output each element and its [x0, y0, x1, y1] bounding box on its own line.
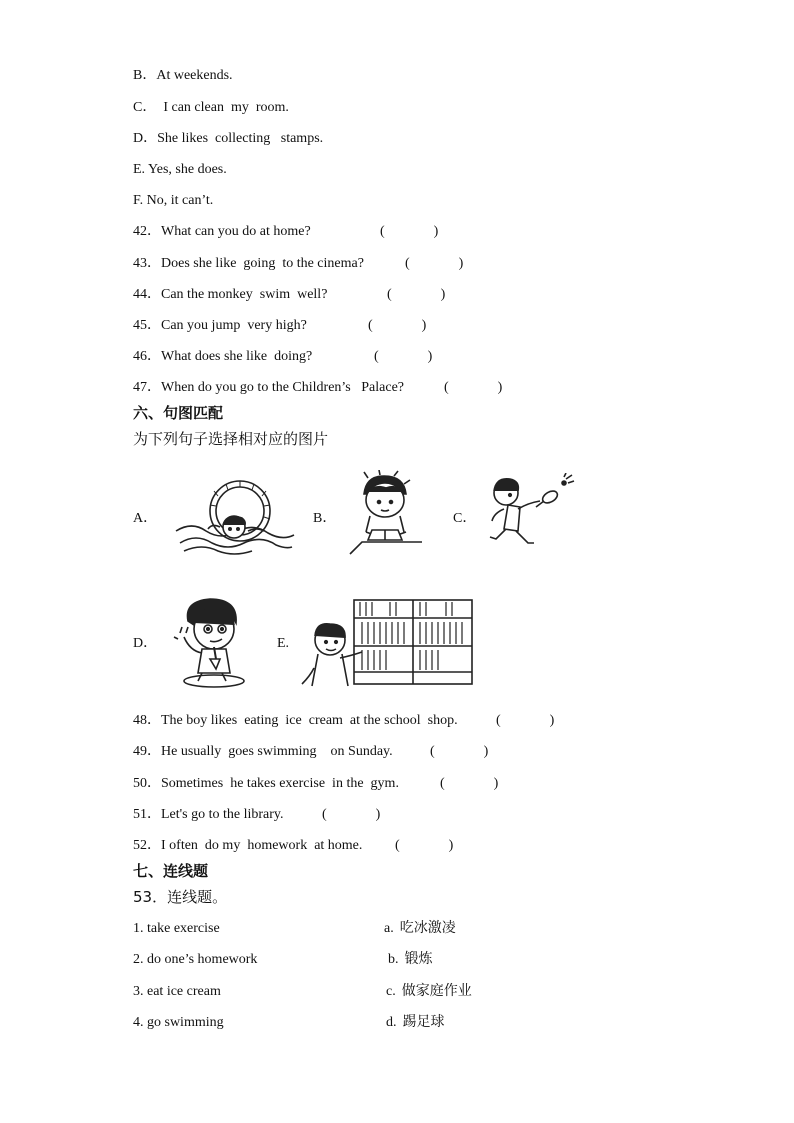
section-7-title: 七、连线题: [133, 862, 209, 880]
answer-blank[interactable]: ( ): [374, 349, 433, 364]
match-right-d[interactable]: [386, 1013, 445, 1032]
answer-blank[interactable]: ( ): [440, 776, 499, 791]
question-text: 44．Can the monkey swim well?: [133, 287, 328, 302]
question-51: [133, 806, 381, 824]
answer-blank[interactable]: ( ): [496, 713, 555, 728]
match-letter: c.: [386, 984, 396, 999]
match-chinese: 做家庭作业: [401, 983, 472, 999]
question-45: [133, 317, 427, 335]
question-42: [133, 223, 439, 241]
picture-label-e: E.: [277, 636, 290, 651]
match-left-1[interactable]: 1. take exercise: [133, 921, 220, 936]
answer-blank[interactable]: ( ): [430, 744, 489, 759]
answer-blank[interactable]: ( ): [322, 807, 381, 822]
match-left-4[interactable]: 4. go swimming: [133, 1015, 224, 1030]
match-left-2[interactable]: 2. do one’s homework: [133, 952, 258, 967]
question-text: 49．He usually goes swimming on Sunday.: [133, 744, 393, 759]
ice-cream-boy-picture: [170, 597, 258, 691]
question-44: [133, 286, 446, 304]
match-letter: b.: [388, 952, 399, 967]
match-right-a[interactable]: [384, 919, 456, 938]
question-48: [133, 712, 555, 730]
question-text: 43．Does she like going to the cinema?: [133, 256, 364, 271]
match-letter: d.: [386, 1015, 397, 1030]
picture-label-b: B．: [313, 511, 337, 526]
match-letter: a.: [384, 921, 394, 936]
picture-label-a: A．: [133, 511, 158, 526]
section-7-instruction: 53．连线题。: [133, 888, 228, 906]
question-text: 48．The boy likes eating ice cream at the school shop.: [133, 713, 458, 728]
swimming-boy-picture: [172, 473, 298, 557]
match-left-3[interactable]: 3. eat ice cream: [133, 984, 221, 999]
question-52: [133, 837, 454, 855]
question-text: 52．I often do my homework at home.: [133, 838, 363, 853]
answer-blank[interactable]: ( ): [380, 224, 439, 239]
section-6-title: 六、句图匹配: [133, 404, 224, 422]
match-right-b[interactable]: [388, 950, 433, 969]
homework-boy-picture: [346, 470, 426, 556]
question-50: [133, 775, 499, 793]
question-text: 46．What does she like doing?: [133, 349, 313, 364]
question-text: 47．When do you go to the Children’s Palace?: [133, 380, 404, 395]
library-boy-picture: [300, 598, 476, 688]
answer-blank[interactable]: ( ): [405, 256, 464, 271]
option-c: C． I can clean my room.: [133, 100, 289, 115]
option-f: F. No, it can’t.: [133, 193, 214, 208]
option-e: E. Yes, she does.: [133, 162, 227, 177]
question-text: 50．Sometimes he takes exercise in the gym.: [133, 776, 399, 791]
badminton-boy-picture: [488, 473, 576, 557]
question-text: 45．Can you jump very high?: [133, 318, 307, 333]
answer-blank[interactable]: ( ): [387, 287, 446, 302]
option-d: D．She likes collecting stamps.: [133, 131, 324, 146]
match-chinese: 吃冰激凌: [399, 920, 456, 936]
question-text: 42．What can you do at home?: [133, 224, 311, 239]
question-49: [133, 743, 489, 761]
answer-blank[interactable]: ( ): [444, 380, 503, 395]
question-47: [133, 379, 503, 397]
match-right-c[interactable]: [386, 982, 472, 1001]
answer-blank[interactable]: ( ): [368, 318, 427, 333]
question-text: 51．Let's go to the library.: [133, 807, 284, 822]
match-chinese: 踢足球: [402, 1014, 445, 1030]
picture-label-c: C．: [453, 511, 477, 526]
option-b: B．At weekends.: [133, 68, 233, 83]
question-46: [133, 348, 433, 366]
match-chinese: 锻炼: [404, 951, 433, 967]
answer-blank[interactable]: ( ): [395, 838, 454, 853]
section-6-instruction: 为下列句子选择相对应的图片: [133, 430, 329, 448]
picture-label-d: D．: [133, 636, 158, 651]
question-43: [133, 255, 464, 273]
